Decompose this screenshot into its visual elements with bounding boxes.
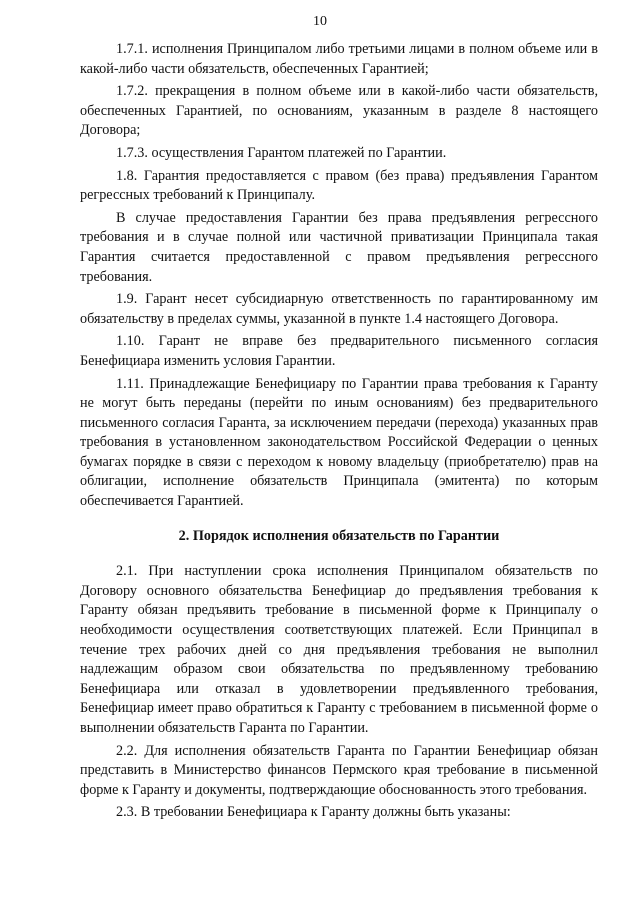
paragraph-1-8: 1.8. Гарантия предоставляется с правом (без права) предъявления Гарантом регрессных требований к Принципалу. [80, 167, 598, 204]
paragraph-2-1: 2.1. При наступлении срока исполнения Принципалом обязательств по Договору основного обязательства Бенефициар до предъявления требования к Гаранту обязан предъявить требование в письменной форме к Принципалу о необходимости осуществления соответствующих платежей. Если Принципал в течение трех рабочих дней со дня предъявления требования не выполнил надлежащим образом свои обязательства по предъявленному требованию Бенефициара или отказал в удовлетворении предъявленного требования, Бенефициар имеет право обратиться к Гаранту с требованием в письменной форме о выполнении обязательств Гаранта по Гарантии. [80, 563, 598, 736]
section-2-heading: 2. Порядок исполнения обязательств по Гарантии [178, 527, 500, 544]
paragraph-2-3: 2.3. В требовании Бенефициара к Гаранту должны быть указаны: [116, 804, 511, 821]
paragraph-1-11: 1.11. Принадлежащие Бенефициару по Гарантии права требования к Гаранту не могут быть переданы (перейти по иным основаниям) без предварительного письменного согласия Гаранта, за исключением передачи (перехода) указанных прав требования в установленном законодательством Российской Федерации о ценных бумагах порядке в связи с переходом к новому владельцу (приобретателю) прав на облигации, исполнение обязательств Принципала (эмитента) по которым обеспечивается Гарантией. [80, 375, 598, 510]
paragraph-1-10: 1.10. Гарант не вправе без предварительного письменного согласия Бенефициара изменить условия Гарантии. [80, 333, 598, 369]
paragraph-1-7-1: 1.7.1. исполнения Принципалом либо третьими лицами в полном объеме или в какой-либо части обязательств, обеспеченных Гарантией; [80, 41, 598, 77]
document-body [80, 40, 598, 826]
paragraph-1-8-note: В случае предоставления Гарантии без права предъявления регрессного требования и в случае полной или частичной приватизации Принципала такая Гарантия считается предоставленной с правом предъявления регрессного требования. [80, 209, 598, 285]
paragraph-2-2: 2.2. Для исполнения обязательств Гаранта по Гарантии Бенефициар обязан представить в Министерство финансов Пермского края требование в письменной форме к Гаранту и документы, подтверждающие обоснованность этого требования. [80, 742, 598, 798]
page-number: 10 [313, 14, 327, 29]
paragraph-1-7-2: 1.7.2. прекращения в полном объеме или в какой-либо части обязательств, обеспеченных Гарантией, по основаниям, указанным в разделе 8 настоящего Договора; [80, 83, 598, 139]
paragraph-1-7-3: 1.7.3. осуществления Гарантом платежей по Гарантии. [116, 144, 447, 161]
paragraph-1-9: 1.9. Гарант несет субсидиарную ответственность по гарантированному им обязательству в пределах суммы, указанной в пункте 1.4 настоящего Договора. [80, 291, 598, 327]
